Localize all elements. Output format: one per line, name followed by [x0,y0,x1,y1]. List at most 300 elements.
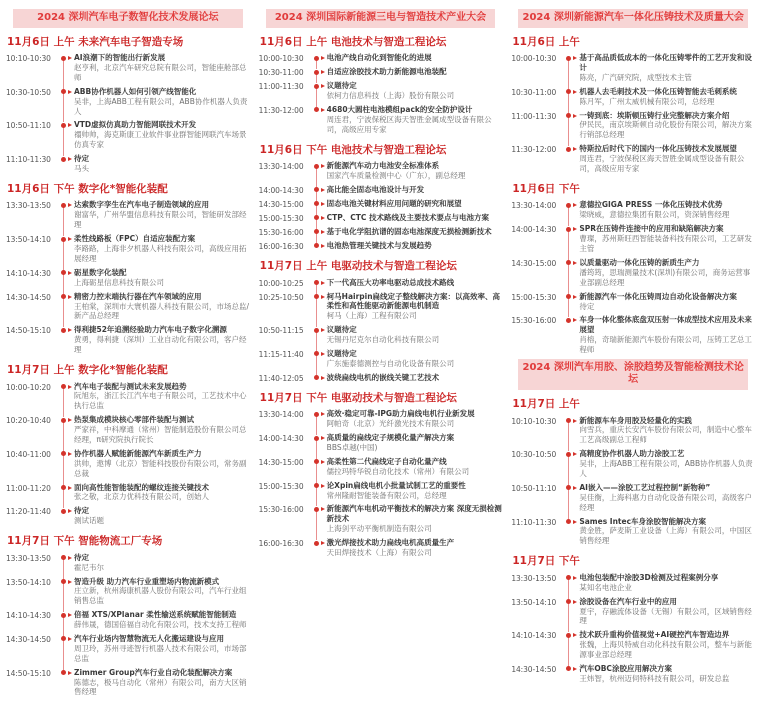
talk-title: 高柔性第二代扁线定子自动化量产线 [326,456,447,466]
talk-title: 面向高性能智能装配的螺纹连接关键技术 [74,482,209,492]
timeline-marker [563,258,579,288]
agenda-session [511,398,755,546]
talk-speaker: 阿帕奇（北京）光纤激光技术有限公司 [326,419,455,429]
talk-title: AI嵌入——涂胶工艺过程控制“新物种” [579,482,711,492]
timeline-dot-icon [314,294,319,299]
session-items [511,416,755,547]
timeline-arrow-icon [321,202,325,206]
talk-speaker: 依柯力信息科技（上海）股份有限公司 [326,90,455,100]
agenda-item [6,415,250,445]
talk-speaker: 梁晓威，意德拉集团有限公司，资深销售经理 [579,210,730,220]
timeline-dot-icon [566,260,571,265]
talk-title: 高比能全固态电池设计与开发 [326,184,425,194]
timeline-dot-icon [61,89,66,94]
talk-speaker: 禤帅帅，海克斯康工业软件事业群智能网联汽车场景仿真专家 [74,130,247,150]
timeline-marker [311,185,327,195]
timeline-dot-icon [566,56,571,61]
talk-speaker: 吴佳衡，上海科惠力自动化设备有限公司，高级客户经理 [579,492,752,512]
agenda-item [259,433,503,453]
item-time: 10:00-10:30 [511,54,557,64]
item-time: 16:00-16:30 [258,241,304,251]
talk-speaker: 赵亨利，北京汽车研究总院有限公司，智能座舱部总师 [74,62,247,82]
timeline-arrow-icon [68,671,72,675]
timeline-dot-icon [61,485,66,490]
timeline-arrow-icon [321,108,325,112]
timeline-arrow-icon [68,486,72,490]
timeline-dot-icon [314,84,319,89]
item-time: 13:50-14:10 [6,235,51,245]
item-content [579,87,755,107]
agenda-item [259,53,503,63]
agenda-item [6,268,250,288]
talk-title: 汽车行业场内智慧物流无人化搬运建设与应用 [74,633,224,643]
agenda-session [259,36,503,135]
session-heading: 11月6日 下午 [512,182,580,195]
talk-speaker: 黄金胜，萨麦斯工业设备（上海）有限公司，中国区销售经理 [579,526,752,546]
talk-title: AI浪潮下的智能出行新发展 [74,53,166,63]
timeline-marker [563,664,579,684]
talk-title: 高精度协作机器人助力涂胶工艺 [579,449,685,459]
agenda-item [259,227,503,237]
timeline-arrow-icon [321,230,325,234]
timeline-arrow-icon [321,164,325,168]
item-time: 10:00-10:30 [258,54,304,64]
item-time: 10:50-11:10 [511,483,557,493]
agenda-item [6,154,250,174]
timeline-marker [58,325,74,355]
agenda-item [511,664,755,684]
timeline-arrow-icon [68,56,72,60]
item-time: 11:40-12:05 [258,373,304,383]
item-time: 14:30-15:00 [258,457,304,467]
talk-title: 基于电化学阻抗谱的固态电池深度无损检测新技术 [326,226,492,236]
item-time: 10:20-10:40 [6,416,51,426]
timeline-marker [563,315,579,355]
item-content [74,120,250,150]
session-items [259,53,503,134]
agenda-item [511,87,755,107]
timeline-dot-icon [314,459,319,464]
session-heading: 11月6日 下午 电池技术与智造工程论坛 [259,143,447,156]
timeline-dot-icon [566,203,571,208]
agenda-item [6,87,250,117]
conference-title: 2024 深圳新能源汽车一体化压铸技术及质量大会 [518,9,748,28]
timeline-dot-icon [566,294,571,299]
agenda-item [259,185,503,195]
talk-speaker: 柯马（上海）工程有限公司 [326,311,417,321]
talk-speaker: 曹璨，苏州斯旺西智能装备科技有限公司，工艺研发主管 [579,234,752,254]
item-content [327,409,503,429]
item-content [579,224,755,254]
talk-title: 一铸到底：埃斯顿压铸行业完整解决方案介绍 [579,110,730,120]
agenda-session [511,555,755,684]
timeline-arrow-icon [573,90,577,94]
agenda-session [511,183,755,355]
agenda-item [6,120,250,150]
session-items [6,200,250,354]
talk-title: 协作机器人赋能新能源汽车新质生产力 [74,448,202,458]
agenda-item [259,538,503,558]
item-time: 11:30-12:00 [511,145,557,155]
timeline-marker [311,457,327,477]
timeline-dot-icon [566,318,571,323]
timeline-dot-icon [61,636,66,641]
talk-speaker: 吴非，上海ABB工程有限公司，ABB协作机器人负责人 [579,459,753,478]
timeline-marker [311,373,327,383]
timeline-dot-icon [566,452,571,457]
item-time: 11:20-11:40 [6,507,51,517]
timeline-marker [58,668,74,698]
agenda-item [6,553,250,573]
timeline-arrow-icon [573,295,577,299]
item-content [579,630,755,660]
timeline-arrow-icon [68,418,72,422]
timeline-marker [311,105,327,135]
item-time: 10:10-10:30 [511,416,557,426]
talk-title: 汽车电子装配与测试未来发展趋势 [74,381,187,391]
session-heading: 11月7日 上午 数字化*智能化装配 [7,363,168,376]
item-time: 15:00-15:30 [258,213,304,223]
session-items [511,200,755,354]
agenda-item [259,213,503,223]
session-heading: 11月6日 下午 数字化*智能化装配 [7,182,168,195]
timeline-dot-icon [314,164,319,169]
timeline-arrow-icon [68,580,72,584]
talk-title: 待定 [74,506,89,516]
item-time: 11:10-11:30 [6,155,51,165]
item-content [327,292,503,322]
agenda-item [511,200,755,220]
talk-title: Sames Intec车身涂胶智能解决方案 [579,516,707,526]
agenda-item [6,325,250,355]
item-content [579,258,755,288]
item-time: 13:30-13:50 [511,573,557,583]
item-content [74,53,250,83]
timeline-arrow-icon [321,460,325,464]
agenda-item [511,483,755,513]
timeline-dot-icon [314,107,319,112]
item-time: 11:00-11:30 [258,82,304,92]
timeline-arrow-icon [68,203,72,207]
talk-speaker: 庄立新，杭州海康机器人股份有限公司，汽车行业组销售总监 [74,586,247,606]
agenda-item [259,161,503,181]
item-time: 10:30-10:50 [511,450,557,460]
timeline-dot-icon [314,436,319,441]
session-items [6,382,250,527]
agenda-item [259,409,503,429]
session-heading: 11月7日 上午 电驱动技术与智造工程论坛 [259,259,457,272]
item-time: 15:30-16:00 [511,316,557,326]
agenda-item [259,241,503,251]
talk-title: 基于高品质低成本的一体化压铸零件的工艺开发和设计 [579,53,752,72]
talk-speaker: 常州隆耐智能装备有限公司，总经理 [326,490,447,500]
item-time: 14:50-15:10 [6,668,51,678]
timeline-dot-icon [314,412,319,417]
timeline-arrow-icon [321,328,325,332]
timeline-marker [563,416,579,446]
timeline-dot-icon [61,294,66,299]
timeline-arrow-icon [68,123,72,127]
talk-speaker: 周卫玲，苏州寻迹智行机器人技术有限公司，市场部总监 [74,643,247,663]
talk-title: 新能源车车身用胶及轻量化的实践 [579,415,692,425]
timeline-dot-icon [314,187,319,192]
item-content [327,278,503,288]
item-content [74,668,250,698]
talk-title: 议题待定 [326,348,357,358]
timeline-marker [563,597,579,627]
timeline-marker [311,81,327,101]
talk-title: 达索数字孪生在汽车电子制造领域的应用 [74,200,209,210]
timeline-arrow-icon [68,452,72,456]
timeline-marker [563,517,579,547]
timeline-arrow-icon [68,613,72,617]
timeline-marker [58,415,74,445]
item-time: 14:30-15:00 [511,258,557,268]
timeline-marker [311,538,327,558]
timeline-arrow-icon [573,147,577,151]
agenda-item [6,382,250,412]
talk-speaker: 待定 [579,301,595,311]
item-content [327,241,503,251]
session-heading: 11月7日 下午 电驱动技术与智造工程论坛 [259,391,457,404]
item-content [74,610,250,630]
item-content [579,597,755,627]
item-content [579,517,755,547]
item-content [579,573,755,593]
talk-speaker: 某知名电池企业 [579,582,632,592]
agenda-item [511,258,755,288]
timeline-marker [311,53,327,63]
session-items [259,409,503,558]
timeline-marker [58,382,74,412]
agenda-item [511,416,755,446]
item-content [327,457,503,477]
timeline-arrow-icon [68,157,72,161]
item-time: 13:30-14:00 [511,201,557,211]
timeline-marker [58,506,74,526]
timeline-dot-icon [61,328,66,333]
session-items [259,161,503,251]
item-time: 14:30-14:50 [6,634,51,644]
timeline-marker [58,577,74,607]
item-content [579,664,755,684]
session-heading: 11月7日 上午 [512,397,580,410]
timeline-arrow-icon [573,227,577,231]
item-content [327,373,503,383]
talk-title: 得利捷52年追溯经验助力汽车电子数字化溯源 [74,325,227,335]
session-heading: 11月7日 下午 [512,555,580,568]
talk-title: 电池热管理关键技术与发展趋势 [326,240,432,250]
talk-speaker: 国家汽车质量检测中心（广东），副总经理 [326,171,466,181]
agenda-item [6,577,250,607]
timeline-dot-icon [314,351,319,356]
timeline-marker [311,504,327,534]
timeline-marker [311,292,327,322]
item-content [74,415,250,445]
timeline-arrow-icon [321,244,325,248]
timeline-arrow-icon [68,237,72,241]
item-time: 11:30-12:00 [258,105,304,115]
item-content [74,506,250,526]
timeline-marker [311,227,327,237]
talk-title: 新能源汽车动力电池安全标准体系 [326,161,440,171]
agenda-item [259,81,503,101]
timeline-marker [58,234,74,264]
timeline-arrow-icon [573,520,577,524]
agenda-session [6,36,250,174]
timeline-arrow-icon [321,436,325,440]
timeline-marker [58,449,74,479]
agenda-session [6,183,250,355]
agenda-item [511,315,755,355]
agenda-item [511,292,755,312]
talk-speaker: 广东施泰德测控与自动化设备有限公司 [326,358,455,368]
timeline-dot-icon [61,418,66,423]
timeline-marker [563,53,579,83]
item-time: 11:00-11:20 [6,483,51,493]
talk-speaker: 天田焊接技术（上海）有限公司 [326,548,432,558]
timeline-dot-icon [314,56,319,61]
item-time: 10:25-10:50 [258,292,304,302]
talk-title: 下一代高压大功率电驱动总成技术路线 [326,277,455,287]
timeline-dot-icon [566,666,571,671]
timeline-marker [563,483,579,513]
talk-speaker: 测试话题 [74,516,104,526]
talk-title: 议题待定 [326,81,357,91]
timeline-marker [311,325,327,345]
talk-speaker: 谢富华，广州华盟信息科技有限公司，智能研发部经理 [74,210,247,230]
agenda-column [511,7,755,701]
timeline-arrow-icon [573,56,577,60]
timeline-marker [563,144,579,174]
talk-title: 以质量驱动一体化压铸的新质生产力 [579,257,700,267]
agenda-session [511,36,755,174]
item-content [327,105,503,135]
agenda-item [511,449,755,479]
item-time: 15:00-15:30 [258,481,304,491]
agenda-item [511,597,755,627]
timeline-arrow-icon [321,376,325,380]
conference-title: 2024 深圳汽车用胶、涂胶趋势及智能检测技术论坛 [518,359,748,390]
item-content [327,53,503,63]
talk-title: 柯马Hairpin扁线定子整线解决方案：以高效率、高柔性和高性能驱动新能源电机制造 [326,291,501,311]
item-content [579,483,755,513]
item-content [74,325,250,355]
session-items [511,573,755,684]
talk-title: 高质量的扁线定子规模化量产解决方案 [326,433,455,443]
timeline-dot-icon [566,575,571,580]
timeline-arrow-icon [321,56,325,60]
timeline-marker [311,213,327,223]
timeline-dot-icon [314,328,319,333]
talk-title: 倍福 XTS/XPlanar 柔性输送系统赋能智能制造 [74,610,237,620]
talk-speaker: 夏宇，存融流体设备（无锡）有限公司，区域销售经理 [579,606,752,626]
timeline-arrow-icon [573,486,577,490]
item-time: 13:50-14:10 [6,577,51,587]
timeline-arrow-icon [321,295,325,299]
agenda-item [511,630,755,660]
timeline-arrow-icon [573,114,577,118]
item-time: 15:30-16:00 [258,505,304,515]
timeline-dot-icon [566,89,571,94]
talk-title: 论Xpin扁线电机小批量试制工艺的重要性 [326,480,466,490]
talk-title: 技术跃升重构价值视觉+AI硬控汽车智造边界 [579,630,730,640]
session-items [6,553,250,698]
talk-speaker: 王柏棠，深圳市大寰机器人科技有限公司，市场总监/新产品总经理 [74,301,250,321]
item-content [579,292,755,312]
talk-speaker: 伊民民，南京埃斯顿自动化股份有限公司，解决方案行销部总经理 [579,120,752,140]
timeline-arrow-icon [321,281,325,285]
item-content [327,481,503,501]
talk-speaker: 马头 [74,164,89,173]
item-time: 13:30-14:00 [258,410,304,420]
timeline-marker [563,87,579,107]
talk-speaker: 洪帅，遨博（北京）智能科技股份有限公司，常务副总裁 [74,458,247,478]
talk-speaker: 黄勇，得利捷（深圳）工业自动化有限公司，客户经理 [74,335,247,355]
item-content [327,67,503,77]
timeline-marker [58,292,74,322]
timeline-dot-icon [61,509,66,514]
item-content [579,449,755,479]
item-time: 14:30-14:50 [6,292,51,302]
timeline-arrow-icon [68,90,72,94]
timeline-dot-icon [566,519,571,524]
item-content [74,577,250,607]
timeline-dot-icon [314,215,319,220]
agenda-item [6,610,250,630]
timeline-dot-icon [314,375,319,380]
item-content [327,504,503,534]
item-time: 10:40-11:00 [6,449,51,459]
timeline-marker [311,433,327,453]
timeline-dot-icon [566,599,571,604]
timeline-arrow-icon [68,271,72,275]
item-content [579,416,755,446]
timeline-marker [58,53,74,83]
item-time: 13:30-14:00 [258,162,304,172]
item-time: 13:50-14:10 [511,597,557,607]
timeline-marker [58,634,74,664]
timeline-dot-icon [61,555,66,560]
timeline-marker [563,200,579,220]
agenda-item [6,200,250,230]
talk-title: 柔性线路板（FPC）自适应装配方案 [74,234,196,244]
agenda-item [259,325,503,345]
talk-title: Zimmer Group汽车行业自动化装配解决方案 [74,667,233,677]
talk-title: 自适应涂胶技术助力新能源电池装配 [326,67,447,77]
timeline-arrow-icon [321,412,325,416]
timeline-dot-icon [566,113,571,118]
talk-title: 电池包装配中涂胶3D检测及过程案例分享 [579,572,719,582]
agenda-item [6,668,250,698]
timeline-marker [563,292,579,312]
item-time: 10:00-10:25 [258,278,304,288]
session-heading: 11月6日 上午 电池技术与智造工程论坛 [259,35,447,48]
item-time: 14:10-14:30 [6,268,51,278]
talk-title: VTD虚拟仿真助力智能网联技术开发 [74,120,197,130]
item-content [327,199,503,209]
talk-title: 波绕扁线电机的嵌线关键工艺技术 [326,372,440,382]
talk-speaker: 张之敬，北京力优科技有限公司，创始人 [74,492,209,502]
item-content [74,200,250,230]
agenda-item [511,144,755,174]
item-time: 14:00-14:30 [258,185,304,195]
timeline-dot-icon [61,157,66,162]
item-content [74,154,250,174]
agenda-item [6,53,250,83]
timeline-dot-icon [314,243,319,248]
session-items [259,278,503,383]
